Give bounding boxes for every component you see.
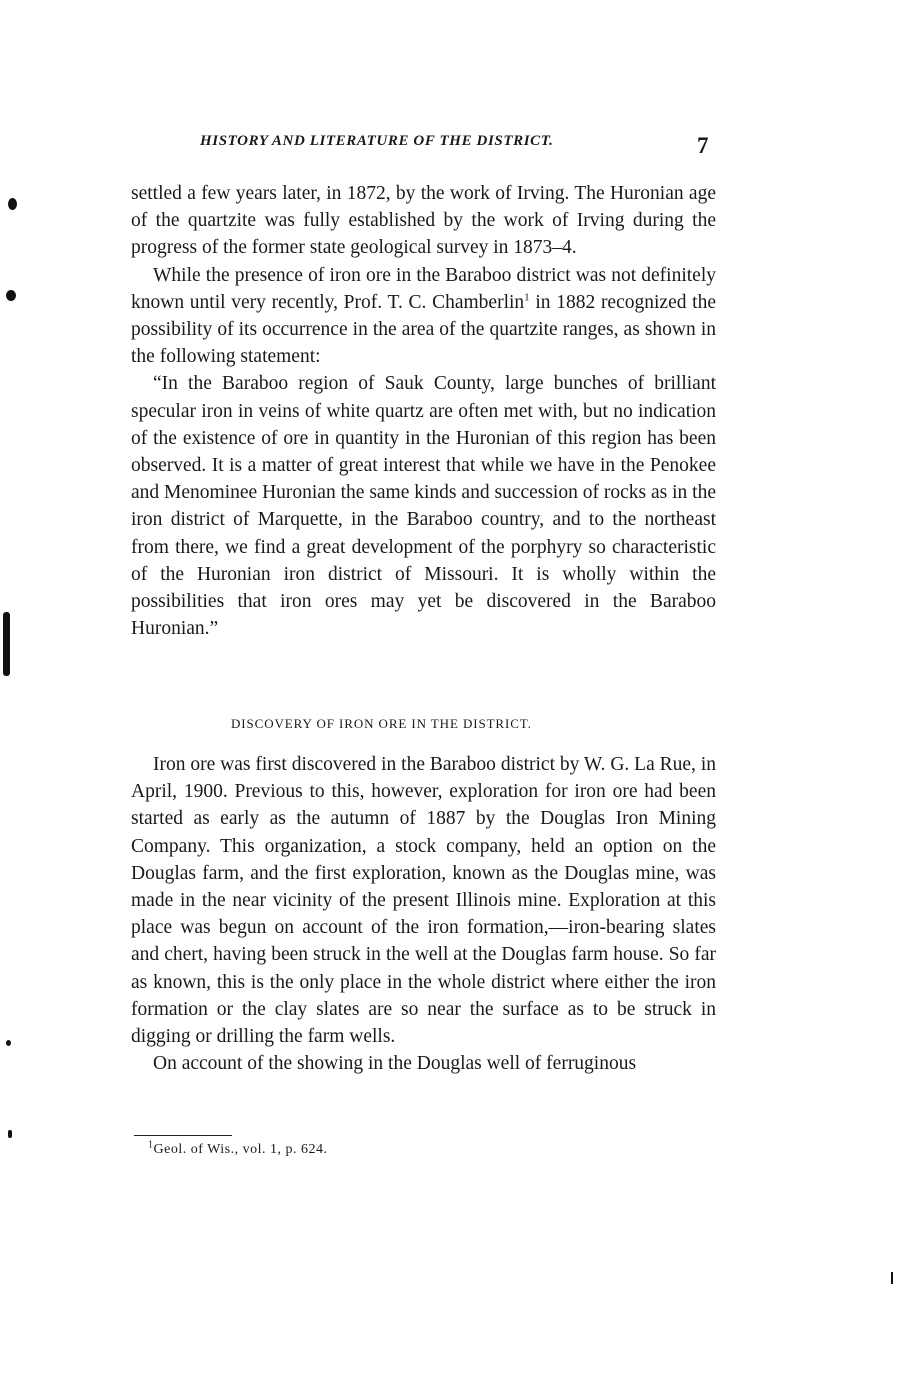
footnote-reference: 1 [524, 291, 530, 304]
body-text-bottom [131, 751, 716, 1077]
scan-mark [6, 290, 16, 301]
scan-mark [891, 1272, 893, 1284]
footnote-marker: 1 [148, 1139, 154, 1151]
scan-mark [8, 1130, 12, 1138]
paragraph-2-continued: in 1882 recognized the possibility of its occurrence in the area of the quartzite ranges, as shown in the following statement: [131, 291, 716, 368]
paragraph-2-text: While the presence of iron ore in the Baraboo district was not definitely known until very recently, Prof. T. C. Chamberlin [131, 264, 716, 313]
paragraph-douglas-well: On account of the showing in the Douglas well of ferruginous [153, 1053, 637, 1075]
page-number: 7 [697, 133, 709, 158]
paragraph-1: settled a few years later, in 1872, by the work of Irving. The Huronian age of the quartzite was fully established by the work of Irving during the progress of the former state geological survey in 1873–4. [131, 183, 716, 259]
quotation-paragraph: “In the Baraboo region of Sauk County, large bunches of brilliant specular iron in veins of white quartz are often met with, but no indication of the existence of ore in quantity in the Huronian of this region has been observed. It is a matter of great interest that while we have in the Penokee and Menominee Huronian the same kinds and succession of rocks as in the iron district of Marquette, in the Baraboo country, and to the northeast from there, we find a great development of the porphyry so characteristic of the Huronian iron district of Missouri. It is wholly within the possibilities that iron ores may yet be discovered in the Baraboo Huronian.” [131, 373, 716, 640]
body-text-top [131, 180, 716, 642]
scan-mark [6, 1040, 11, 1046]
running-head: HISTORY AND LITERATURE OF THE DISTRICT. [200, 133, 554, 149]
paragraph-discovery: Iron ore was first discovered in the Baraboo district by W. G. La Rue, in April, 1900. Previous to this, however, exploration for iron ore had been started as early as the autumn of 1887 by the Douglas Iron Mining Company. This organization, a stock company, held an option on the Douglas farm, and the first exploration, known as the Douglas mine, was made in the near vicinity of the present Illinois mine. Exploration at this place was begun on account of the iron formation,—iron-bearing slates and chert, having been struck in the well at the Douglas farm house. So far as known, this is the only place in the whole district where either the iron formation or the clay slates are so near the surface as to be struck in digging or drilling the farm wells. [131, 754, 716, 1048]
footnote-rule [134, 1135, 232, 1136]
footnote [148, 1139, 328, 1158]
paragraph-2 [131, 262, 716, 371]
scan-mark [8, 198, 17, 210]
section-heading: DISCOVERY OF IRON ORE IN THE DISTRICT. [231, 716, 532, 731]
footnote-text: Geol. of Wis., vol. 1, p. 624. [153, 1142, 328, 1157]
scan-mark [3, 612, 10, 676]
